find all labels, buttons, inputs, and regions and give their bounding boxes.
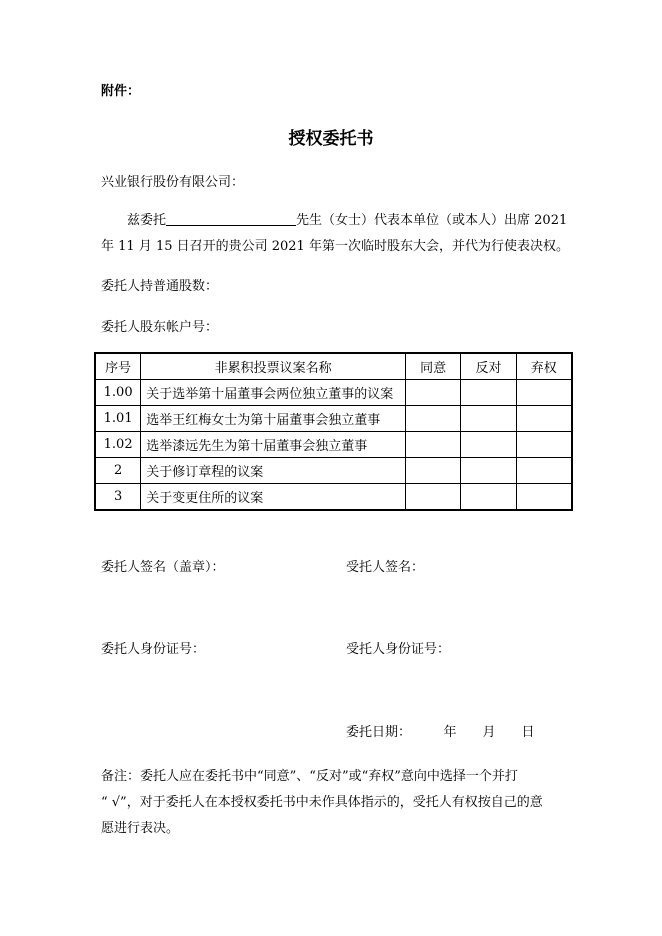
- row-no: 1.01: [95, 406, 141, 432]
- principal-signature-label: 委托人签名（盖章）：: [101, 560, 225, 575]
- table-header-row: [95, 353, 572, 380]
- header-proposal: 非累积投票议案名称: [141, 353, 406, 380]
- abstain-cell[interactable]: [516, 458, 572, 484]
- abstain-cell[interactable]: [516, 432, 572, 458]
- row-proposal: 关于变更住所的议案: [141, 484, 406, 511]
- principal-id-label: 委托人身份证号：: [101, 642, 206, 657]
- table-row: [95, 484, 572, 511]
- row-no: 3: [95, 484, 141, 511]
- row-proposal: 选举漆远先生为第十届董事会独立董事: [141, 432, 406, 458]
- remarks-line-1: 备注：委托人应在委托书中“同意”、“反对”或“弃权”意向中选择一个并打: [101, 769, 518, 784]
- agree-cell[interactable]: [405, 458, 460, 484]
- row-proposal: 选举王红梅女士为第十届董事会独立董事: [141, 406, 406, 432]
- document-title: 授权委托书: [288, 129, 374, 149]
- oppose-cell[interactable]: [461, 484, 516, 511]
- row-proposal: 关于修订章程的议案: [141, 458, 406, 484]
- table-row: [95, 432, 572, 458]
- agree-cell[interactable]: [405, 432, 460, 458]
- entrust-date-line: 委托日期： 年 月 日: [346, 725, 535, 740]
- voting-table: [94, 352, 573, 511]
- header-no: 序号: [95, 353, 141, 380]
- row-no: 2: [95, 458, 141, 484]
- shares-label: 委托人持普通股数：: [101, 279, 219, 294]
- row-no: 1.02: [95, 432, 141, 458]
- header-oppose: 反对: [461, 353, 516, 380]
- agree-cell[interactable]: [405, 484, 460, 511]
- table-row: [95, 458, 572, 484]
- oppose-cell[interactable]: [461, 406, 516, 432]
- addressee: 兴业银行股份有限公司：: [101, 175, 245, 190]
- paragraph-line-2: 年 11 月 15 日召开的贵公司 2021 年第一次临时股东大会，并代为行使表决权。: [101, 239, 569, 254]
- row-no: 1.00: [95, 380, 141, 406]
- account-label: 委托人股东帐户号：: [101, 320, 219, 335]
- oppose-cell[interactable]: [461, 458, 516, 484]
- attachment-label: 附件：: [101, 84, 141, 99]
- remarks-line-3: 愿进行表决。: [101, 821, 180, 836]
- para-suffix: 先生（女士）代表本单位（或本人）出席 2021: [296, 213, 568, 228]
- remarks-line-2: “ √”，对于委托人在本授权委托书中未作具体指示的，受托人有权按自己的意: [101, 795, 543, 810]
- table-row: [95, 380, 572, 406]
- agent-id-label: 受托人身份证号：: [346, 642, 451, 657]
- agent-name-blank[interactable]: [166, 211, 296, 226]
- agent-signature-label: 受托人签名：: [346, 560, 425, 575]
- abstain-cell[interactable]: [516, 380, 572, 406]
- table-row: [95, 406, 572, 432]
- agree-cell[interactable]: [405, 406, 460, 432]
- paragraph-line-1: [127, 209, 567, 228]
- row-proposal: 关于选举第十届董事会两位独立董事的议案: [141, 380, 406, 406]
- oppose-cell[interactable]: [461, 432, 516, 458]
- remarks: [101, 764, 543, 842]
- abstain-cell[interactable]: [516, 484, 572, 511]
- agree-cell[interactable]: [405, 380, 460, 406]
- oppose-cell[interactable]: [461, 380, 516, 406]
- header-abstain: 弃权: [516, 353, 572, 380]
- abstain-cell[interactable]: [516, 406, 572, 432]
- header-agree: 同意: [405, 353, 460, 380]
- para-prefix: 兹委托: [127, 213, 167, 228]
